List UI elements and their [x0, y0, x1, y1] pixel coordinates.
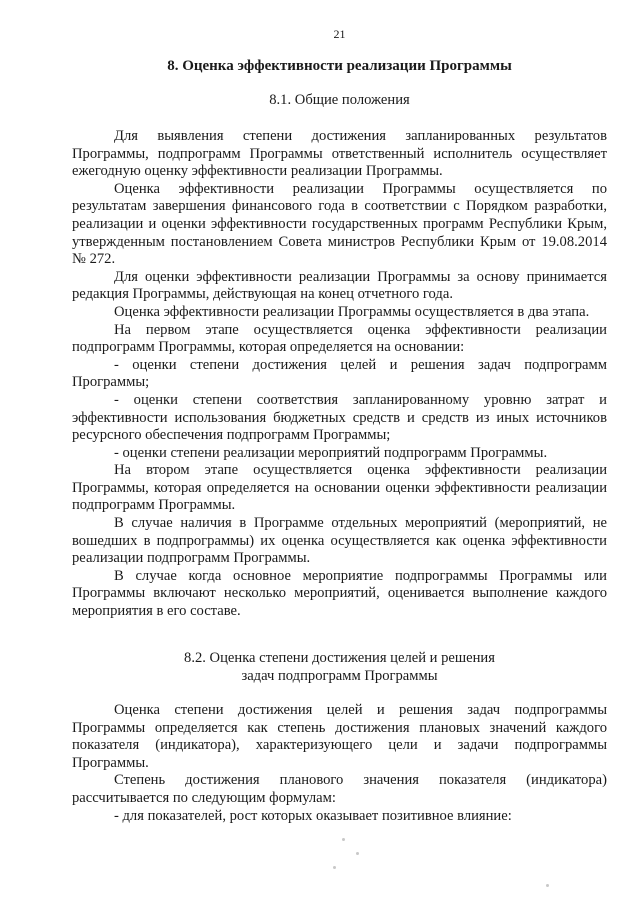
scan-speck	[356, 852, 359, 855]
scan-speck	[333, 866, 336, 869]
paragraph: Оценка эффективности реализации Программы осуществляется в два этапа.	[114, 303, 590, 320]
list-item: - оценки степени соответствия запланированному уровню затрат и эффективности использования бюджетных средств и средств из иных источников ресурсного обеспечения подпрограмм Программы;	[72, 391, 607, 444]
paragraph: Оценка эффективности реализации Программы осуществляется по результатам завершения финансового года в соответствии с Порядком разработки, реализации и оценки эффективности государственных программ Республики Крым, утвержденным постановлением Совета министров Республики Крым от 19.08.2014 № 272.	[72, 180, 607, 268]
subsection-heading-8-1: 8.1. Общие положения	[269, 92, 410, 108]
paragraph: В случае наличия в Программе отдельных мероприятий (мероприятий, не вошедших в подпрограммы) их оценка осуществляется как оценка эффективности реализации подпрограмм Программы.	[72, 515, 607, 567]
paragraph: На втором этапе осуществляется оценка эффективности реализации Программы, которая определяется на основании оценки эффективности реализации подпрограмм Программы.	[72, 462, 607, 514]
list-item: - оценки степени достижения целей и решения задач подпрограмм Программы;	[72, 356, 607, 391]
scan-speck	[342, 838, 345, 841]
subsection-heading-8-2	[72, 650, 607, 685]
section-8-2-body	[72, 702, 607, 825]
scan-speck	[546, 884, 549, 887]
paragraph: В случае когда основное мероприятие подпрограммы Программы или Программы включают несколько мероприятий, оценивается выполнение каждого мероприятия в его составе.	[72, 567, 607, 620]
document-page	[72, 0, 607, 905]
heading-line: задач подпрограмм Программы	[241, 667, 438, 684]
heading-line: 8.2. Оценка степени достижения целей и решения	[184, 650, 495, 666]
list-item: - оценки степени реализации мероприятий подпрограмм Программы.	[114, 444, 548, 461]
paragraph: Для выявления степени достижения запланированных результатов Программы, подпрограмм Программы ответственный исполнитель осуществляет ежегодную оценку эффективности реализации Программы.	[72, 128, 607, 180]
section-title: 8. Оценка эффективности реализации Программы	[167, 58, 512, 74]
paragraph: Для оценки эффективности реализации Программы за основу принимается редакция Программы, действующая на конец отчетного года.	[72, 268, 607, 303]
list-item: - для показателей, рост которых оказывает позитивное влияние:	[114, 807, 512, 824]
paragraph: Оценка степени достижения целей и решения задач подпрограммы Программы определяется как степень достижения плановых значений каждого показателя (индикатора), характеризующего цели и задачи подпрограммы Программы.	[72, 702, 607, 771]
page-number: 21	[333, 27, 346, 41]
paragraph: Степень достижения планового значения показателя (индикатора) рассчитывается по следующим формулам:	[72, 772, 607, 806]
section-8-1-body	[72, 128, 607, 621]
paragraph: На первом этапе осуществляется оценка эффективности реализации подпрограмм Программы, которая определяется на основании:	[72, 321, 607, 356]
